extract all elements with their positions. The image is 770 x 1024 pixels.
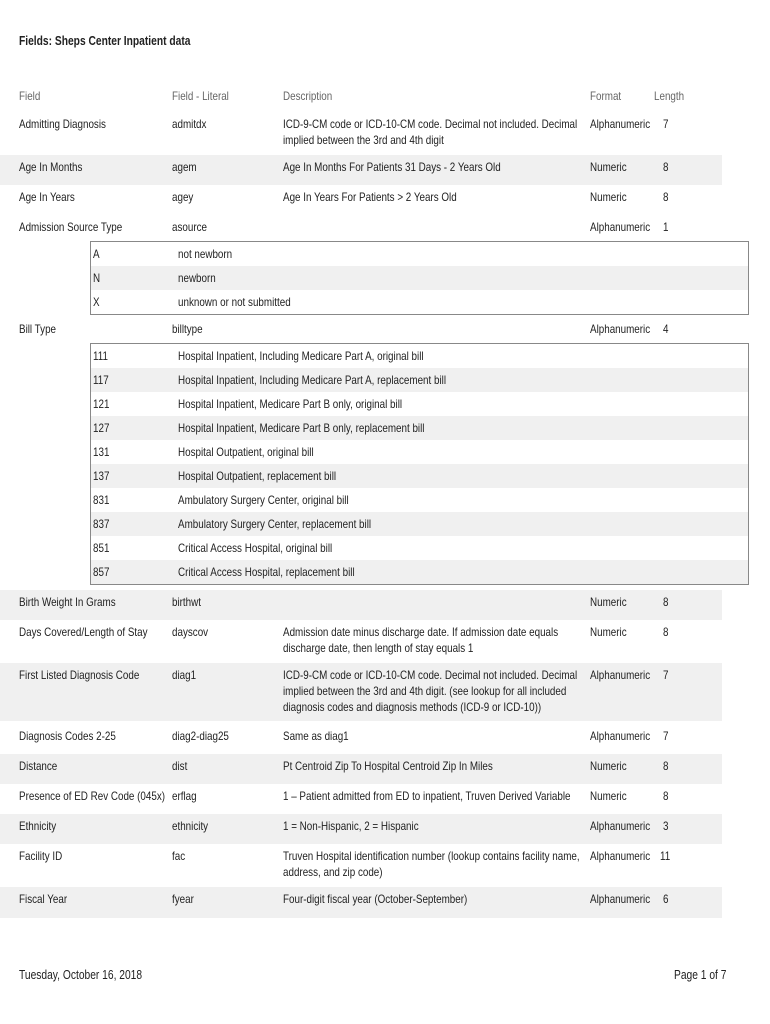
field-description: 1 = Non-Hispanic, 2 = Hispanic (283, 819, 419, 833)
field-description: Four-digit fiscal year (October-September) (283, 892, 468, 906)
code-label: Hospital Inpatient, Including Medicare Part A, replacement bill (178, 373, 447, 387)
field-length: 7 (663, 117, 669, 131)
code-value: 137 (93, 469, 110, 483)
field-description: 1 – Patient admitted from ED to inpatient, Truven Derived Variable (283, 789, 571, 803)
field-format: Numeric (590, 190, 627, 204)
field-description: Age In Years For Patients > 2 Years Old (283, 190, 457, 204)
field-length: 3 (663, 819, 669, 833)
footer-page-number: Page 1 of 7 (674, 968, 727, 982)
field-length: 8 (663, 759, 669, 773)
field-description: Age In Months For Patients 31 Days - 2 Years Old (283, 160, 501, 174)
code-value: 837 (93, 517, 110, 531)
field-length: 8 (663, 595, 669, 609)
code-value: 857 (93, 565, 110, 579)
field-name: First Listed Diagnosis Code (19, 668, 140, 682)
field-name: Diagnosis Codes 2-25 (19, 729, 116, 743)
field-description: ICD-9-CM code or ICD-10-CM code. Decimal not included. Decimal implied between the 3rd and 4th digit. (see lookup for all included diagnosis codes and diagnosis methods (ICD-9 or ICD-10)) (283, 668, 578, 714)
code-value: 111 (93, 349, 108, 363)
field-length: 8 (663, 789, 669, 803)
field-name: Admitting Diagnosis (19, 117, 106, 131)
code-label: newborn (178, 271, 216, 285)
field-length: 8 (663, 160, 669, 174)
field-literal: dayscov (172, 625, 209, 639)
field-format: Numeric (590, 759, 627, 773)
field-name: Age In Years (19, 190, 75, 204)
page-title: Fields: Sheps Center Inpatient data (19, 34, 191, 48)
field-literal: ethnicity (172, 819, 209, 833)
field-literal: agey (172, 190, 194, 204)
field-length: 4 (663, 322, 669, 336)
field-length: 8 (663, 190, 669, 204)
field-literal: fyear (172, 892, 194, 906)
field-description: Pt Centroid Zip To Hospital Centroid Zip In Miles (283, 759, 493, 773)
footer-date: Tuesday, October 16, 2018 (19, 968, 143, 982)
field-literal: asource (172, 220, 208, 234)
field-length: 6 (663, 892, 669, 906)
field-length: 1 (663, 220, 669, 234)
code-value: 131 (93, 445, 110, 459)
code-value: X (93, 295, 100, 309)
field-name: Ethnicity (19, 819, 57, 833)
field-description: Admission date minus discharge date. If admission date equals discharge date, then length of stay equals 1 (283, 625, 559, 655)
field-format: Numeric (590, 595, 627, 609)
code-value: 831 (93, 493, 110, 507)
field-format: Alphanumeric (590, 729, 651, 743)
field-length: 11 (660, 849, 671, 863)
field-literal: diag1 (172, 668, 197, 682)
field-literal: agem (172, 160, 197, 174)
field-format: Numeric (590, 789, 627, 803)
field-length: 7 (663, 729, 669, 743)
field-format: Alphanumeric (590, 220, 651, 234)
code-label: Critical Access Hospital, replacement bill (178, 565, 355, 579)
field-format: Alphanumeric (590, 892, 651, 906)
header-format: Format (590, 89, 622, 103)
code-label: Hospital Inpatient, Medicare Part B only, original bill (178, 397, 403, 411)
field-literal: dist (172, 759, 188, 773)
code-label: Hospital Outpatient, original bill (178, 445, 314, 459)
field-description: Truven Hospital identification number (lookup contains facility name, address, and zip code) (283, 849, 580, 879)
header-length: Length (654, 89, 685, 103)
code-label: Ambulatory Surgery Center, original bill (178, 493, 349, 507)
field-literal: fac (172, 849, 186, 863)
code-label: unknown or not submitted (178, 295, 291, 309)
field-name: Birth Weight In Grams (19, 595, 116, 609)
code-label: Hospital Inpatient, Medicare Part B only, replacement bill (178, 421, 425, 435)
field-format: Numeric (590, 625, 627, 639)
code-value: 127 (93, 421, 110, 435)
field-name: Days Covered/Length of Stay (19, 625, 148, 639)
code-value: 851 (93, 541, 110, 555)
field-format: Alphanumeric (590, 117, 651, 131)
code-value: A (93, 247, 100, 261)
field-length: 7 (663, 668, 669, 682)
field-description: ICD-9-CM code or ICD-10-CM code. Decimal not included. Decimal implied between the 3rd and 4th digit (283, 117, 578, 147)
field-format: Alphanumeric (590, 849, 651, 863)
field-name: Fiscal Year (19, 892, 68, 906)
field-format: Alphanumeric (590, 819, 651, 833)
field-name: Distance (19, 759, 58, 773)
field-name: Admission Source Type (19, 220, 123, 234)
code-value: 121 (93, 397, 110, 411)
field-name: Presence of ED Rev Code (045x) (19, 789, 166, 803)
field-name: Facility ID (19, 849, 63, 863)
field-name: Age In Months (19, 160, 83, 174)
field-literal: erflag (172, 789, 197, 803)
code-label: Ambulatory Surgery Center, replacement bill (178, 517, 372, 531)
field-literal: diag2-diag25 (172, 729, 229, 743)
header-description: Description (283, 89, 333, 103)
field-name: Bill Type (19, 322, 57, 336)
field-format: Alphanumeric (590, 668, 651, 682)
code-value: N (93, 271, 101, 285)
field-description: Same as diag1 (283, 729, 349, 743)
field-literal: admitdx (172, 117, 207, 131)
code-label: Critical Access Hospital, original bill (178, 541, 333, 555)
code-label: not newborn (178, 247, 233, 261)
field-literal: billtype (172, 322, 203, 336)
field-format: Numeric (590, 160, 627, 174)
header-literal: Field - Literal (172, 89, 229, 103)
code-value: 117 (93, 373, 109, 387)
field-format: Alphanumeric (590, 322, 651, 336)
field-literal: birthwt (172, 595, 201, 609)
code-label: Hospital Outpatient, replacement bill (178, 469, 337, 483)
code-label: Hospital Inpatient, Including Medicare Part A, original bill (178, 349, 424, 363)
field-length: 8 (663, 625, 669, 639)
header-field: Field (19, 89, 41, 103)
